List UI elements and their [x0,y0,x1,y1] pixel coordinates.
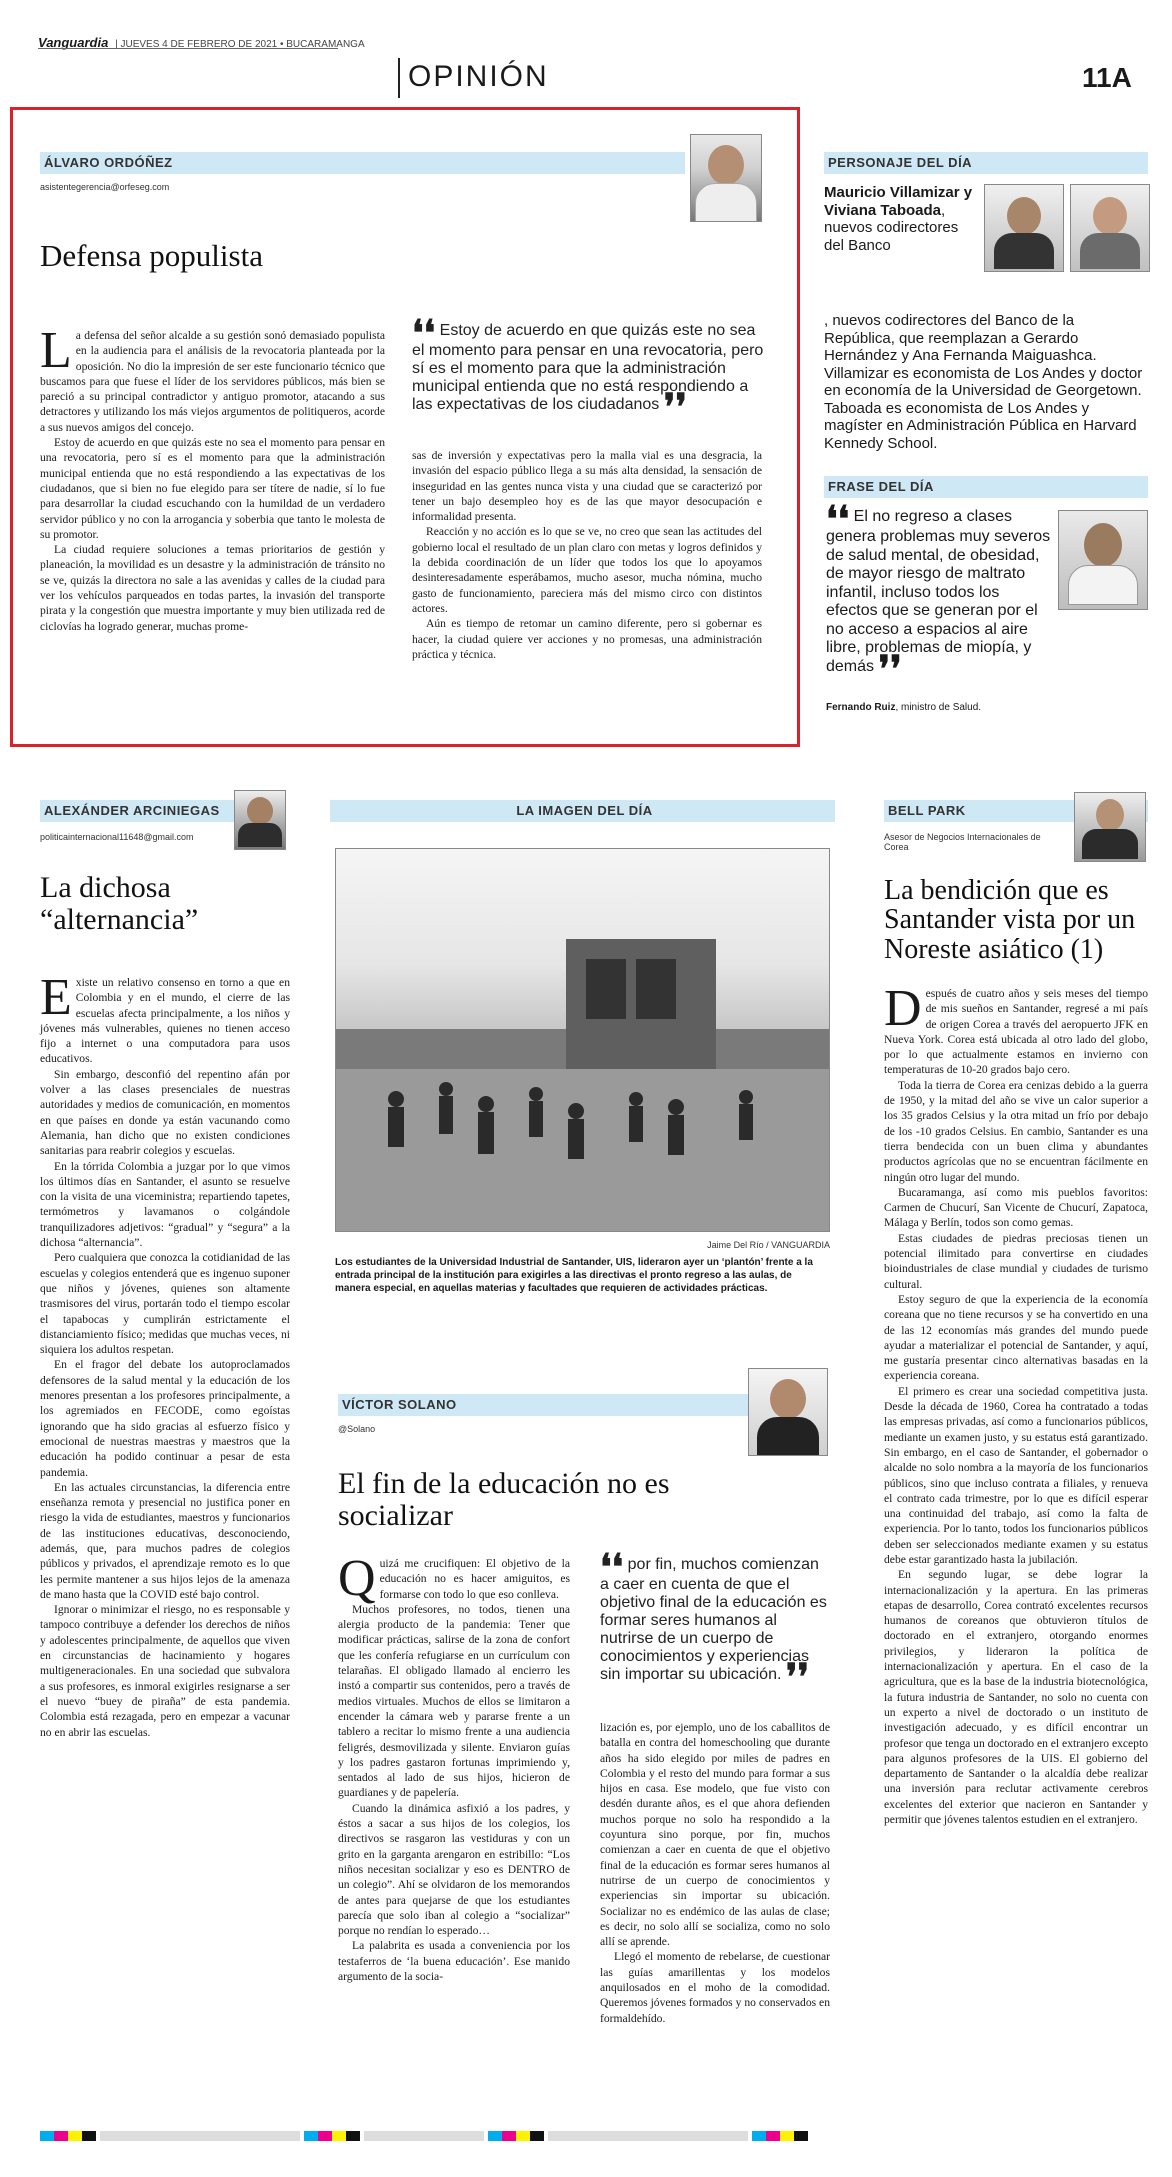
paragraph: Llegó el momento de rebelarse, de cuestionar las guías amarillentas y los modelos anquilosados en el moho de la comodidad. Queremos jóvenes formados y no conservados en formaldehído. [600,1950,830,2025]
author-name: VÍCTOR SOLANO [342,1397,457,1412]
paragraph: espués de cuatro años y seis meses del tiempo de mis sueños en Santander, regresé a mi país de origen Corea a través del aeropuerto JFK en Nueva York. Corea está ubicada al otro lado del globo, por lo que actualmente estamos en invierno con temperaturas de 10-20 grados bajo cero. [884,987,1148,1077]
article-headline: La dichosa “alternancia” [40,871,199,936]
paragraph: En el fragor del debate los autoproclamados defensores de la salud mental y la educación de los menores presentan a los profesores principalmente, a los agremiados en FECODE, como egoístas ignorando que ha sido gracias al esfuerzo físico y emocional de nuestras maestras y maestros que la educación ha podido continuar a pesar de esta pandemia. [40,1358,290,1479]
frase-label: FRASE DEL DÍA [828,479,934,494]
paragraph: Aún es tiempo de retomar un camino diferente, pero si gobernar es hacer, la ciudad quiere ver acciones y no promesas, una administración práctica y técnica. [412,617,762,661]
page-number: 11A [1082,62,1132,93]
paragraph: Ignorar o minimizar el riesgo, no es responsable y tampoco contribuye a defender los derechos de niños y adolescentes principalmente, de aquellos que viven en circunstancias de hacinamiento y hogares multigeneracionales. En una sociedad que subvalora a sus profesores, es inmoral exigirles resignarse a ser el nuevo “buey de piraña” de esta pandemia. Colombia está rezagada, pero en empezar a vacunar no en abrir las escuelas. [40,1603,290,1739]
personaje-label: PERSONAJE DEL DÍA [828,155,973,170]
paragraph: La palabrita es usada a conveniencia por los testaferros de ‘la buena educación’. Ese manido argumento de la socia- [338,1939,570,1984]
masthead-brand: Vanguardia [38,35,109,50]
frase-author [826,702,981,713]
paragraph: La ciudad requiere soluciones a temas prioritarios de gestión y planeación, la movilidad es un desastre y la administración de tránsito no se ve, quizás la directora no sale a las avenidas y calles de la ciudad para ver los vehículos parqueados en todas partes, la invasión del transporte pirata y la congestión que muestra importante y muy bien utilizada red de ciclovías ha logrado generar, muchas prome- [40,543,385,633]
pull-quote-text: por fin, muchos comienzan a caer en cuenta de que el objetivo final de la educación es formar seres humanos al nutrirse de un cuerpo de conocimientos y experiencias sin importar su ubicación. [600,1556,827,1683]
author-email: @Solano [338,1424,376,1434]
article-headline: El fin de la educación no es socializar [338,1467,670,1532]
personaje-names-col [824,184,979,254]
paragraph: a defensa del señor alcalde a su gestión sonó demasiado populista en la audiencia para el análisis de la revocatoria planteada por la oposición. No dio la impresión de ser este funcionario técnico que buscamos para que fuese el líder de los servidores públicos, más bien se pareció a su principal contradictor y antiguo promotor, atacando a sus detractores y utilizando los más viejos argumentos de politiqueros, acorde a sus nuevos amigos del concejo. [40,329,385,434]
paragraph: Bucaramanga, así como mis pueblos favoritos: Carmen de Chucurí, San Vicente de Chucurí, Zapatoca, Málaga y Berlín, todos son como gemas. [884,1185,1148,1230]
article-body-col2 [412,448,762,662]
article-body-col1 [40,322,385,634]
article-headline: La bendición que es Santander vista por un Noreste asiático (1) [884,875,1136,965]
article-body-col2 [600,1720,830,2026]
personaje-desc: , nuevos codirectores del Banco de la República, que reemplazan a Gerardo Hernández y Ana Fernanda Maiguashca. Villamizar es economista de Los Andes y doctor en economía de la Universidad de Georgetown. Taboada es economista de Los Andes y magíster en Administración Pública en Harvard Kennedy School. [824,312,1143,452]
frase-author-name: Fernando Ruiz [826,702,896,713]
drop-cap: E [40,969,72,1026]
paragraph: uizá me crucifiquen: El objetivo de la educación no es hacer amiguitos, es formarse con todo lo que eso conlleva. [379,1557,570,1601]
news-photo-scene [336,849,830,1232]
paragraph: El primero es crear una sociedad competitiva justa. Desde la década de 1960, Corea ha contratado a todas las empresas privadas, así como a funcionarios públicos, mediante un examen justo, y su estatus está garantizado. Sin embargo, en el caso de Santander, el gobernador o alcalde no solo nombra a la mayoría de los funcionarios públicos, sino que incluso contrata a filiales, y renueva el contrato cada trimestre, por lo que es difícil esperar una continuidad del trabajo, así como la falta de experiencia. Por lo tanto, todos los funcionarios públicos deben ser seleccionados mediante examen y su estatus debe estar garantizado hasta la jubilación. [884,1384,1148,1566]
close-quote-icon: ❜❜ [663,387,687,427]
dateline-text: JUEVES 4 DE FEBRERO DE 2021 • BUCARAMANGA [120,39,365,50]
paragraph: Cuando la dinámica asfixió a los padres, y éstos a sacar a sus hijos de los colegios, los directivos se rasgaron las vestiduras y con un grito en la garganta arengaron en estribillo: “Los niños necesitan socializar y eso es DENTRO de un colegio”. Ahí se olvidaron de los memorandos de antes para quejarse de que los estudiantes parecía que solo iban al colegio a “socializar” porque no rendían lo esperado… [338,1801,570,1938]
pull-quote [600,1547,830,1697]
author-name: ÁLVARO ORDÓÑEZ [44,155,173,170]
author-name: ALEXÁNDER ARCINIEGAS [44,803,220,818]
frase-author-role: , ministro de Salud. [895,702,982,713]
paragraph: En las actuales circunstancias, la diferencia entre enseñanza remota y presencial no justifica poner en riesgo la vida de estudiantes, maestros y funcionarios de las instituciones educativas, desconociendo, además, que, para muchos padres de colegios públicos y privados, el aprendizaje remoto es lo que les permite mantener a sus hijos lejos de la amenaza de mano hasta que la COVID esté bajo control. [40,1480,290,1601]
paragraph: Estas ciudades de piedras preciosas tienen un potencial ilimitado para convertirse en ciudades bioindustriales de clase mundial y ciudades de turismo cultural. [884,1231,1148,1291]
frase-bar [824,476,1148,498]
author-email: politicainternacional11648@gmail.com [40,832,194,842]
author-photo [1074,792,1146,862]
section-divider [398,58,400,98]
close-quote-icon: ❜❜ [878,648,902,689]
paragraph [40,1159,290,1251]
personaje-intro: , nuevos codirectores del Banco [824,201,959,254]
paragraph-text: En la tórrida Colombia a juzgar por lo que vimos los últimos días en Santander, el asunto se resuelve con la visita de una viceministra; repartiendo tapetes, termómetros y lavamanos o colgándole tranquilizadores adjetivos: “gradual” y “segura” a la dichosa “alternancia”. [40,1159,290,1250]
open-quote-icon: ❛❛ [826,499,850,539]
drop-cap: D [884,980,922,1037]
pull-quote [412,313,772,427]
paragraph: Reacción y no acción es lo que se ve, no creo que sean las actitudes del gobierno local el resultado de un plan claro con metas y logros definidos y la debida coordinación de un líder que todos los que lo apoyamos desinteresadamente esperábamos, mucho asesor, mucha nómina, mucho gasto de funcionamiento, pareciera más del mismo circo con distintos actores. [412,525,762,615]
article-body-col1 [338,1550,570,1984]
paragraph: lización es, por ejemplo, uno de los caballitos de batalla en contra del homeschooling que durante años ha sido elegido por miles de padres en Colombia y el resto del mundo para formar a sus hijos en casa. Ese modelo, que fue visto con desdén durante años, es el que ahora defienden muchos porque no solo ha respondido a la coyuntura sino porque, por fin, muchos comienzan a caer en cuenta de que el objetivo final de la educación es formar seres humanos al nutrirse de un cuerpo de conocimientos y experiencias sin importar su ubicación. Socializar no es endémico de las aulas de clase; es decir, no solo allí se socializa, como no solo allí se aprende. [600,1721,830,1949]
registration-colorbar [40,2128,1140,2146]
paragraph: Pero cualquiera que conozca la cotidianidad de las escuelas y colegios entenderá que es ingenuo suponer que niños y jóvenes, quienes son altamente trasmisores del virus, portarán todo el tiempo escolar el tapabocas y cumplirán estrictamente el distanciamiento físico; medidas que muchas veces, ni siquiera los adultos respetan. [40,1251,290,1357]
article-body [884,980,1148,1827]
author-photo [690,134,762,222]
drop-cap: L [40,322,72,379]
open-quote-icon: ❛❛ [600,1547,624,1587]
personaje-names: Mauricio Villamizar y Viviana Taboada [824,184,973,219]
author-bar [40,152,685,174]
author-role: Asesor de Negocios Internacionales de Corea [884,832,1041,852]
paragraph: Estoy de acuerdo en que quizás este no sea el momento para pensar en una revocatoria, pero sí es el momento para que la administración municipal entienda que no está respondiendo a las expectativas de los ciudadanos, que si bien no fue elegido para ser títere de nadie, sí lo fue para desarrollar la ciudad escuchando con la humildad de un verdadero servidor público y no con la arrogancia y soberbia que tanto le molesta de su promotor. [40,436,385,541]
paragraph: Sin embargo, desconfió del repentino afán por volver a las clases presenciales de nuestras autoridades y medios de comunicación, en momentos en que países en donde ya están vacunando como Alemania, han dicho que no existen condiciones sanitarias para reabrir colegios y escuelas. [40,1067,290,1158]
article-body [40,969,290,1740]
section-title: OPINIÓN [408,60,549,93]
paragraph: En segundo lugar, se debe lograr la internacionalización y la apertura. En las primeras etapas de desarrollo, Corea contrató excelentes recursos humanos de coreanos que obtuvieron títulos de doctorado en el extranjero, otorgando enormes privilegios, y lideraron la política de internacionalización y apertura. En el caso de la agricultura, que es la base de la industria biotecnológica, la futura industria de Santander, no solo no cuenta con un experto a nivel de doctorado o un instituto de investigación adecuado, y es difícil encontrar un profesor que tenga un doctorado en el extranjero excepto para algunos profesores de la UIS. El gobierno del departamento de Santander o la alcaldía debe realizar una inversión para reclutar activamente cerebros excelentes del exterior que nacieron en Santander y permitir que jóvenes talentos estudien en el extranjero. [884,1568,1148,1827]
paragraph: xiste un relativo consenso en torno a que en Colombia y en el mundo, el cierre de las escuelas afecta principalmente, a los niños y jóvenes más vulnerables, quienes no tienen acceso fijo a internet o una computadora para usos educativos. [40,976,290,1066]
close-quote-icon: ❜❜ [785,1657,810,1697]
author-name: BELL PARK [888,803,966,818]
masthead-rule [38,48,338,49]
frase-quote-text: El no regreso a clases genera problemas muy severos de salud mental, de obesidad, de mayor riesgo de maltrato infantil, incluso todos los efectos que se generan por el no acceso a espacios al aire libre, problemas de miopía, y demás [826,508,1051,675]
author-email: asistentegerencia@orfeseg.com [40,182,170,192]
author-photo [748,1368,828,1456]
masthead [38,34,365,52]
drop-cap: Q [338,1550,376,1607]
imagen-label: LA IMAGEN DEL DÍA [516,803,653,818]
frase-photo [1058,510,1148,610]
author-photo [234,790,286,850]
open-quote-icon: ❛❛ [412,313,436,353]
paragraph: Estoy seguro de que la experiencia de la economía coreana que no tiene recursos y se ha convertido en una de las 12 economías más grandes del mundo puede ayudar a materializar el potencial de Santander, y aquí, me gustaría presentar cinco alternativas basadas en la experiencia coreana. [884,1292,1148,1383]
article-headline: Defensa populista [40,238,263,273]
personaje-bar [824,152,1148,174]
paragraph: Toda la tierra de Corea era cenizas debido a la guerra de 1950, y la mitad del año se vive un calor superior a los 35 grados Celsius y la otra mitad un frío por debajo de los -10 grados Celsius. En cambio, Santander es una tierra bendecida con un buen clima y abundantes productos agrícolas que no se encuentran fácilmente en ningún otro lugar del mundo. [884,1078,1148,1184]
paragraph: sas de inversión y expectativas pero la malla vial es una desgracia, la invasión del espacio público llega a su más alta densidad, la sensación de inseguridad en las gentes nunca vista y una ciudad que se caracterizó por tener un bajo desempleo hoy es de las que mayor desocupación e informalidad presenta. [412,449,762,524]
paragraph: Muchos profesores, no todos, tienen una alergia producto de la pandemia: Tener que modificar prácticas, salirse de la zona de confort que les confería refugiarse en un currículum con telarañas. El obligado llamado al encierro les instó a compartir sus contenidos, pero a través de medios virtuales. Muchos de ellos se limitaron a encender la cámara web y pararse frente a un tablero a recitar lo mismo frente a una audiencia feligrés, desmovilizada y silente. Enviaron guías y los padres gastaron fortunas imprimiendo y, sentados al lado de sus hijos, hicieron de guardianes y de papelería. [338,1602,570,1800]
masthead-dateline: | JUEVES 4 DE FEBRERO DE 2021 • BUCARAMANGA [112,39,365,50]
pull-quote-text: Estoy de acuerdo en que quizás este no sea el momento para pensar en una revocatoria, pero sí es el momento para que la administración municipal entienda que no está respondiendo a las expectativas de los ciudadanos [412,322,764,413]
photo-caption: Los estudiantes de la Universidad Industrial de Santander, UIS, lideraron ayer un ‘plantón’ frente a la entrada principal de la institución para exigirles a las directivas el pronto regreso a las aulas, de manera especial, en aquellas materias y facultades que requieren de actividades prácticas. [335,1257,813,1294]
imagen-bar [330,800,835,822]
photo-credit: Jaime Del Río / VANGUARDIA [707,1240,830,1250]
frase-quote [826,499,1051,689]
news-photo [335,848,830,1232]
